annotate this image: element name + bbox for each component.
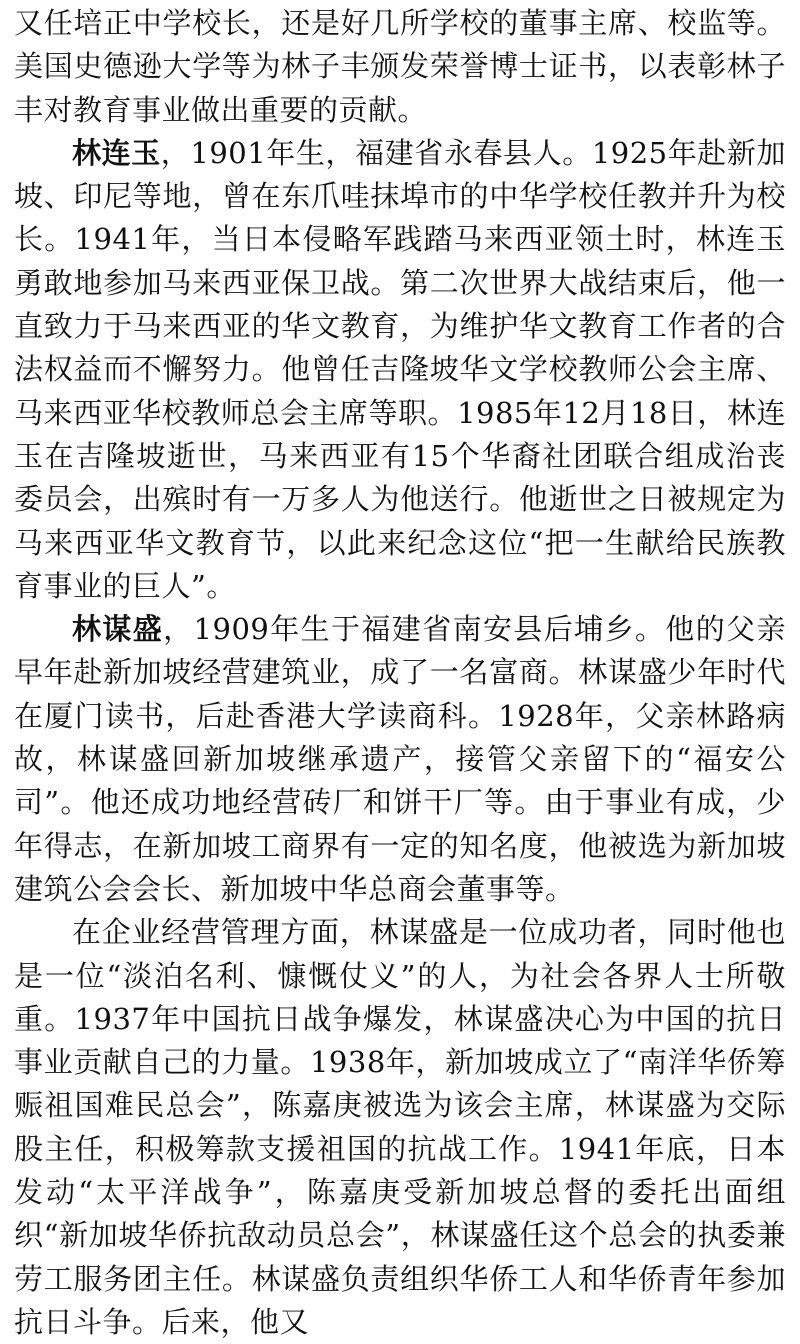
paragraph-text: ，1909年生于福建省南安县后埔乡。他的父亲早年赴新加坡经营建筑业，成了一名富商。林谋盛少年时代在厦门读书，后赴香港大学读商科。1928年，父亲林路病故，林谋盛回新加坡继承遗产，接管父亲留下的“福安公司”。他还成功地经营砖厂和饼干厂等。由于事业有成，少年得志，在新加坡工商界有一定的知名度，他被选为新加坡建筑公会会长、新加坡中华总商会董事等。 [14, 612, 786, 906]
paragraph-text: 又任培正中学校长，还是好几所学校的董事主席、校监等。美国史德逊大学等为林子丰颁发荣誉博士证书，以表彰林子丰对教育事业做出重要的贡献。 [14, 6, 786, 127]
paragraph-lin-zifeng-continued [14, 2, 786, 132]
paragraph-text: 在企业经营管理方面，林谋盛是一位成功者，同时他也是一位“淡泊名利、慷慨仗义”的人，为社会各界人士所敬重。1937年中国抗日战争爆发，林谋盛决心为中国的抗日事业贡献自己的力量。1938年，新加坡成立了“南洋华侨筹赈祖国难民总会”，陈嘉庚被选为该会主席，林谋盛为交际股主任，积极筹款支援祖国的抗战工作。1941年底，日本发动“太平洋战争”，陈嘉庚受新加坡总督的委托出面组织“新加坡华侨抗敌动员总会”，林谋盛任这个总会的执委兼劳工服务团主任。林谋盛负责组织华侨工人和华侨青年参加抗日斗争。后来，他又 [14, 915, 786, 1339]
paragraph-lin-lianyu [14, 132, 786, 608]
paragraph-lin-mousheng-career [14, 911, 786, 1344]
person-name-lin-lianyu: 林连玉 [72, 135, 161, 170]
person-name-lin-mousheng: 林谋盛 [72, 612, 164, 647]
paragraph-text: ，1901年生，福建省永春县人。1925年赴新加坡、印尼等地，曾在东爪哇抹埠市的中华学校任教并升为校长。1941年，当日本侵略军践踏马来西亚领土时，林连玉勇敢地参加马来西亚保卫战。第二次世界大战结束后，他一直致力于马来西亚的华文教育，为维护华文教育工作者的合法权益而不懈努力。他曾任吉隆坡华文学校教师公会主席、马来西亚华校教师总会主席等职。1985年12月18日，林连玉在吉隆坡逝世，马来西亚有15个华裔社团联合组成治丧委员会，出殡时有一万多人为他送行。他逝世之日被规定为马来西亚华文教育节，以此来纪念这位“把一生献给民族教育事业的巨人”。 [14, 135, 786, 603]
paragraph-lin-mousheng [14, 608, 786, 911]
